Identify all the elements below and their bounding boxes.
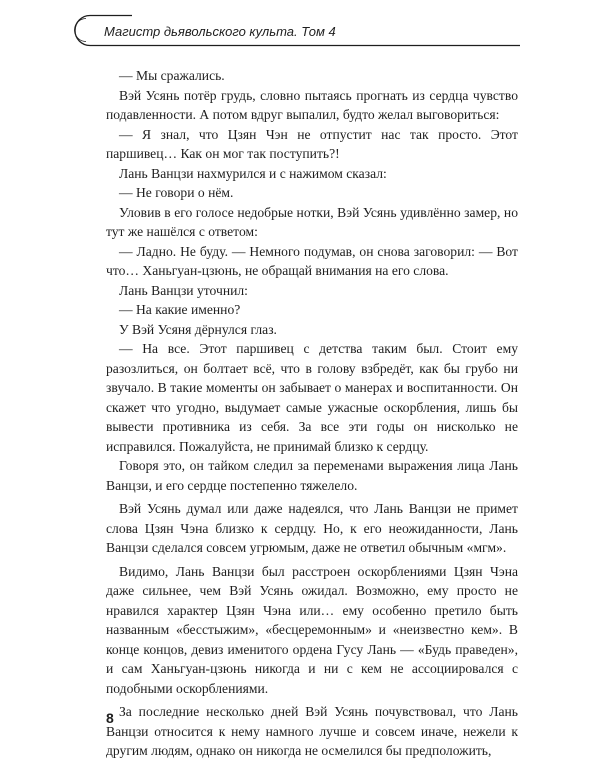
paragraph: Лань Ванцзи нахмурился и с нажимом сказал: <box>119 165 387 181</box>
page-number: 8 <box>106 710 114 726</box>
paragraph: — На какие именно? <box>119 302 241 317</box>
paragraph: — Мы сражались. <box>119 68 225 83</box>
paragraph: — Не говори о нём. <box>119 185 234 200</box>
paragraph: — Ладно. Не буду. — Немного подумав, он снова заговорил: — Вот что… Ханьгуан-цзюнь, не обращай внимания на его слова. <box>106 243 518 278</box>
running-header <box>72 14 520 48</box>
paragraph: Вэй Усянь потёр грудь, словно пытаясь прогнать из сердца чувство подавленности. А потом вдруг выпалил, будто желал выговориться: <box>106 87 518 122</box>
paragraph: Говоря это, он тайком следил за переменами выражения лица Лань Ванцзи, и его сердце постепенно тяжелело. <box>106 458 518 493</box>
book-title: Магистр дьявольского культа. Том 4 <box>104 24 336 39</box>
paragraph: У Вэй Усяня дёрнулся глаз. <box>119 321 277 337</box>
paragraph: Уловив в его голосе недобрые нотки, Вэй Усянь удивлённо замер, но тут же нашёлся с ответом: <box>106 204 518 239</box>
paragraph: За последние несколько дней Вэй Усянь почувствовал, что Лань Ванцзи относится к нему намного лучше и совсем иначе, нежели к другим людям, однако он никогда не осмелился бы предположить, <box>106 704 518 758</box>
paragraph: Лань Ванцзи уточнил: <box>119 282 248 298</box>
paragraph: — На все. Этот паршивец с детства таким был. Стоит ему разозлиться, он болтает всё, что в голову взбредёт, как бы грубо ни звучало. В такие моменты он забывает о манерах и воспитанности. Он скажет что угодно, выдумает самые ужасные оскорбления, лишь бы вывести противника из себя. За все эти годы он нисколько не исправился. Пожалуйста, не принимай близко к сердцу. <box>106 341 518 454</box>
page-text <box>106 66 518 761</box>
paragraph: Видимо, Лань Ванцзи был расстроен оскорблениями Цзян Чэна даже сильнее, чем Вэй Усянь ожидал. Возможно, ему просто не нравился характер Цзян Чэна или… ему особенно претило быть названным «бесстыжим», «бесцеремонным» и «неизвестно кем». В конце концов, девиз именитого ордена Гусу Лань — «Будь праведен», и сам Ханьгуан-цзюнь никогда и ни с кем не ассоциировался с подобными оскорблениями. <box>106 563 518 696</box>
paragraph: Вэй Усянь думал или даже надеялся, что Лань Ванцзи не примет слова Цзян Чэна близко к сердцу. Но, к его неожиданности, Лань Ванцзи сделался совсем угрюмым, даже не ответил обычным «мгм». <box>106 501 518 555</box>
paragraph: — Я знал, что Цзян Чэн не отпустит нас так просто. Этот паршивец… Как он мог так поступить?! <box>106 126 518 161</box>
